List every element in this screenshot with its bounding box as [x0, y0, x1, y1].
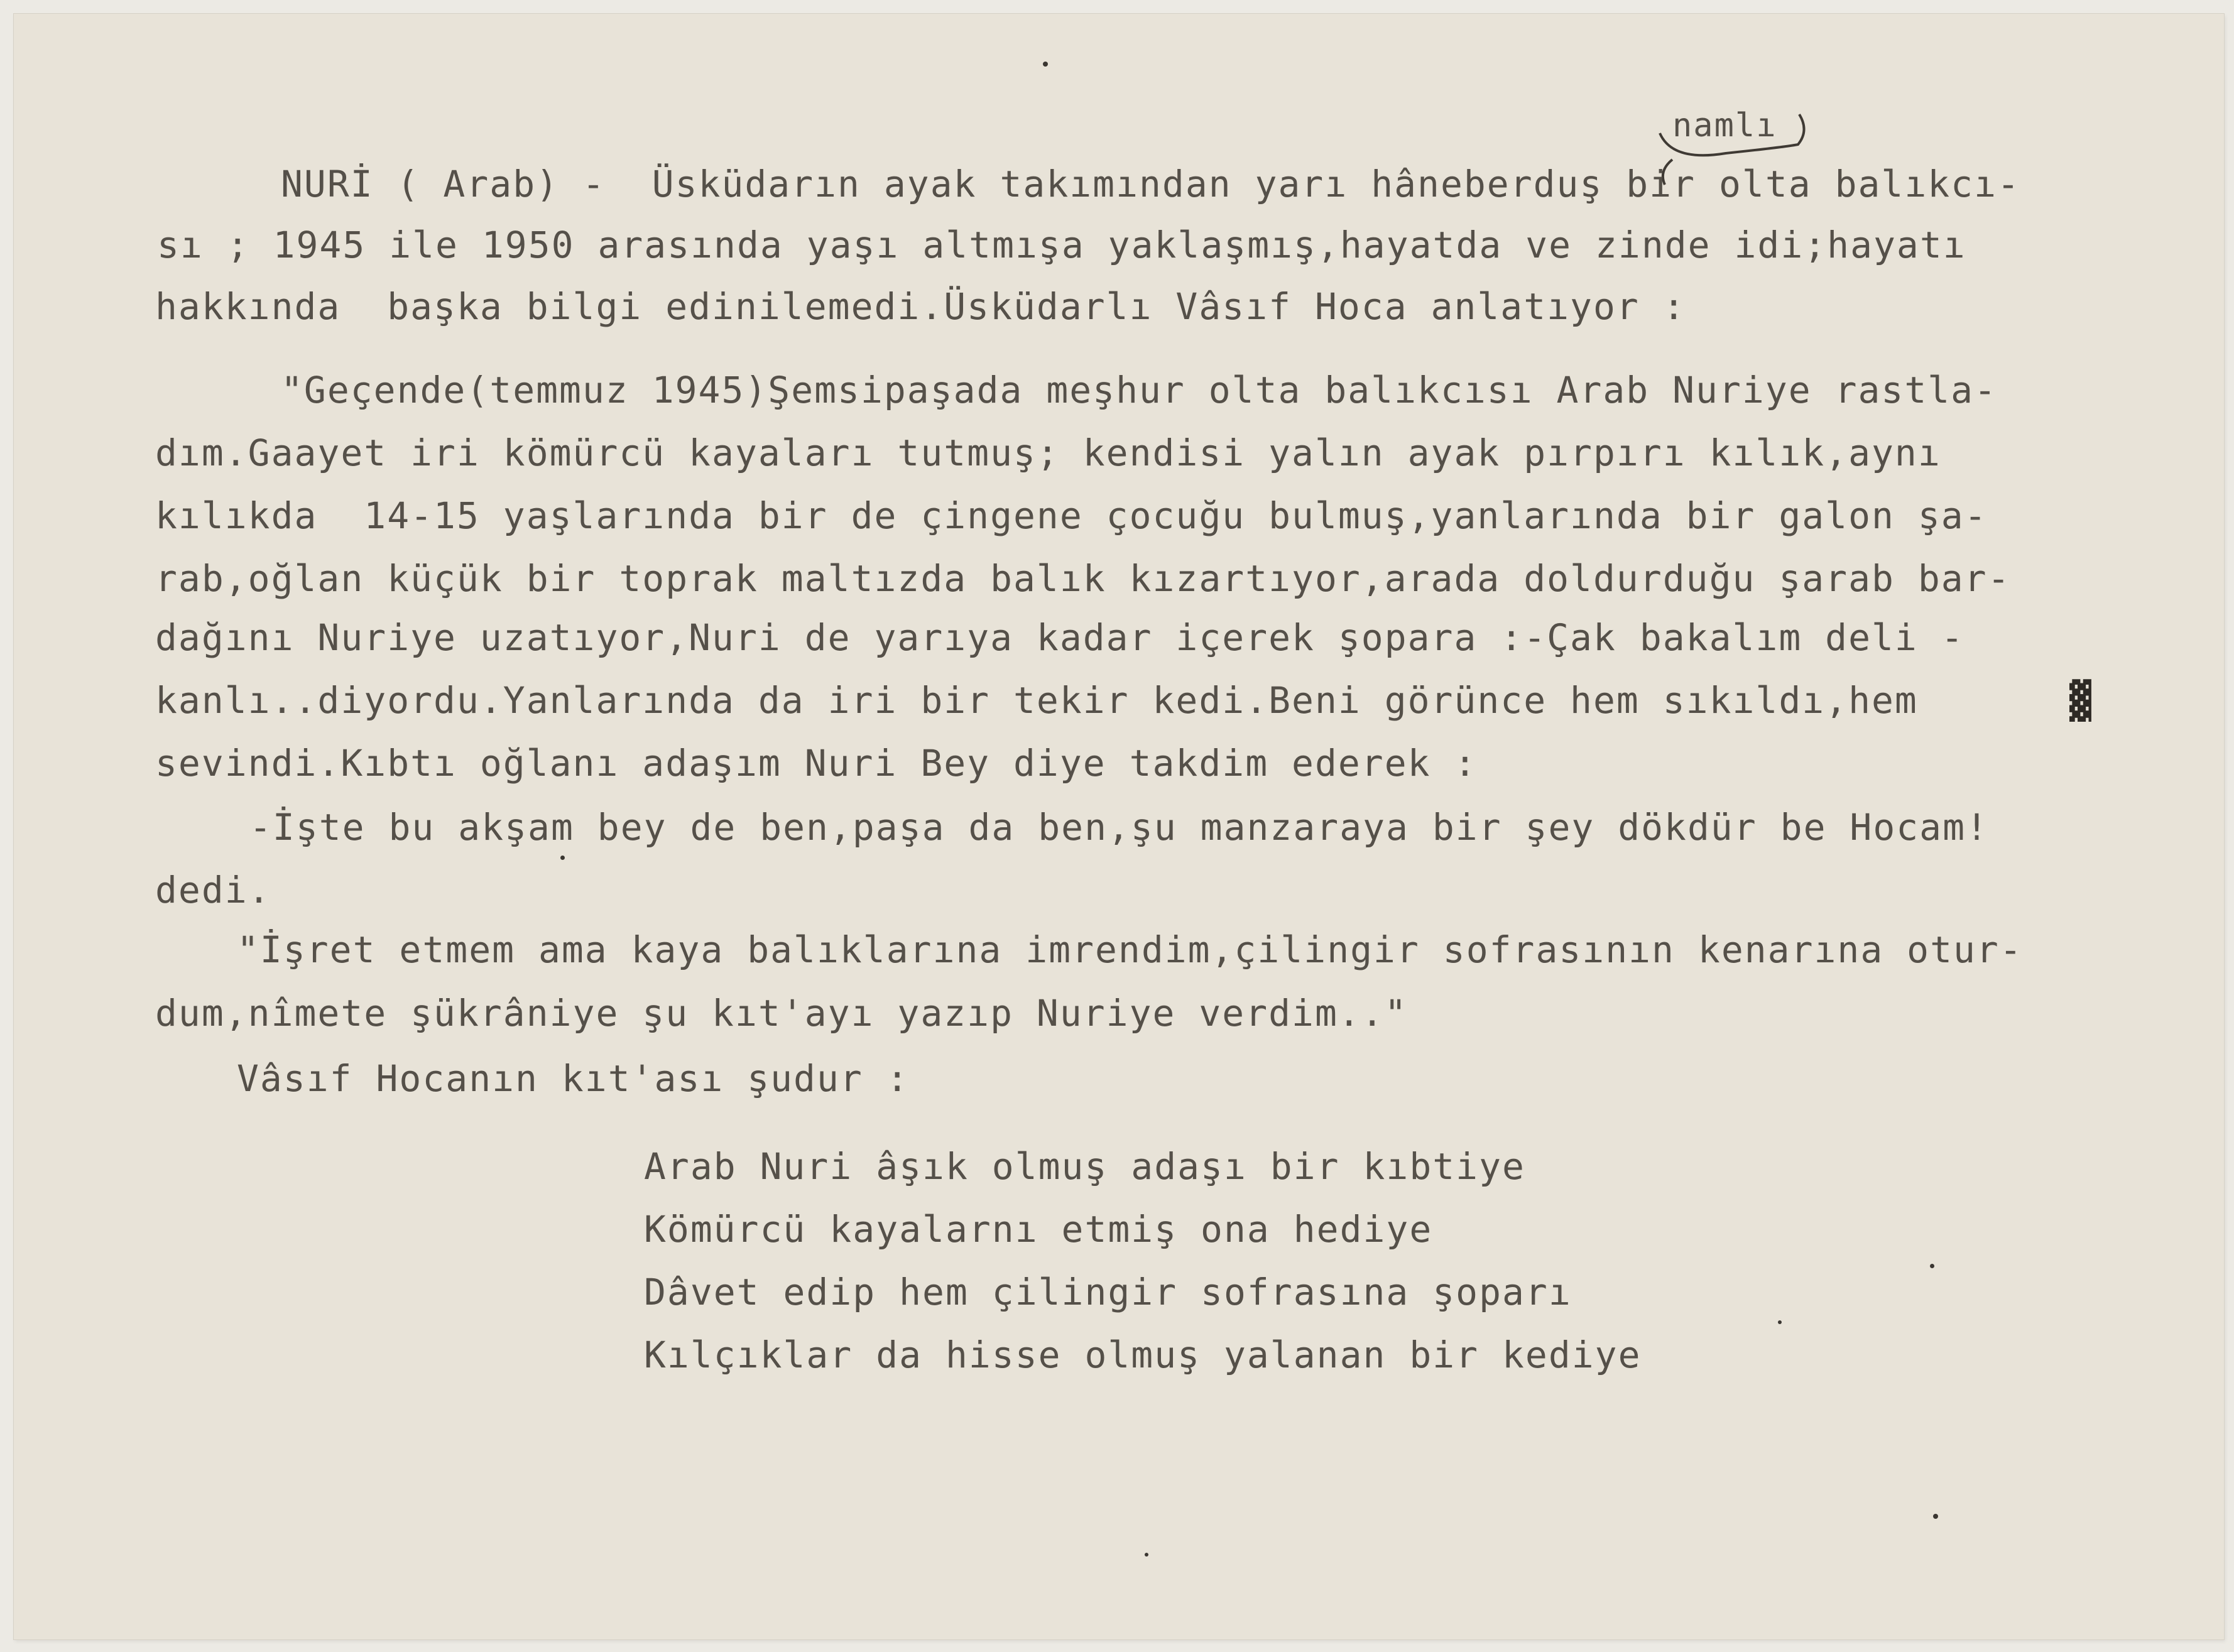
- paragraph-line-13: "İşret etmem ama kaya balıklarına imrendim,çilingir sofrasının kenarına otur-: [237, 928, 2023, 971]
- paragraph-line-14: dum,nîmete şükrâniye şu kıt'ayı yazıp Nuriye verdim..": [155, 992, 1408, 1035]
- poem-line-4: Kılçıklar da hisse olmuş yalanan bir kediye: [644, 1334, 1642, 1376]
- ink-speck: [1043, 62, 1048, 67]
- paragraph-line-6: kılıkda 14-15 yaşlarında bir de çingene çocuğu bulmuş,yanlarında bir galon şa-: [155, 494, 1988, 537]
- typewritten-page: [14, 14, 2224, 1639]
- paragraph-line-10: sevindi.Kıbtı oğlanı adaşım Nuri Bey diye takdim ederek :: [155, 742, 1478, 785]
- paragraph-line-9: kanlı..diyordu.Yanlarında da iri bir tekir kedi.Beni görünce hem sıkıldı,hem: [155, 679, 1918, 722]
- paragraph-line-12: dedi.: [155, 869, 271, 911]
- poem-line-2: Kömürcü kayalarnı etmiş ona hediye: [644, 1208, 1433, 1251]
- inserted-word-annotation: namlı: [1672, 107, 1777, 144]
- paragraph-line-11: -İşte bu akşam bey de ben,paşa da ben,şu manzaraya bir şey dökdür be Hocam!: [249, 806, 1989, 849]
- poem-line-1: Arab Nuri âşık olmuş adaşı bir kıbtiye: [644, 1145, 1525, 1188]
- paragraph-line-1: NURİ ( Arab) - Üsküdarın ayak takımından yarı hâneberduş bir olta balıkcı-: [281, 163, 2020, 205]
- ink-speck: [1145, 1553, 1148, 1557]
- paragraph-line-4: "Geçende(temmuz 1945)Şemsipaşada meşhur olta balıkcısı Arab Nuriye rastla-: [281, 369, 1998, 411]
- poem-line-3: Dâvet edip hem çilingir sofrasına şoparı: [644, 1271, 1572, 1313]
- paragraph-line-5: dım.Gaayet iri kömürcü kayaları tutmuş; kendisi yalın ayak pırpırı kılık,aynı: [155, 432, 1941, 474]
- paragraph-line-7: rab,oğlan küçük bir toprak maltızda balık kızartıyor,arada doldurduğu şarab bar-: [155, 557, 2011, 600]
- ink-speck: [1930, 1264, 1934, 1268]
- ink-speck: [560, 856, 565, 860]
- ink-speck: [1933, 1514, 1938, 1519]
- ink-speck: [1778, 1320, 1782, 1324]
- struck-over-typing: ▓: [2069, 679, 2093, 722]
- paragraph-line-3: hakkında başka bilgi edinilemedi.Üsküdarlı Vâsıf Hoca anlatıyor :: [155, 285, 1686, 328]
- paragraph-line-15: Vâsıf Hocanın kıt'ası şudur :: [237, 1057, 910, 1100]
- paragraph-line-2: sı ; 1945 ile 1950 arasında yaşı altmışa yaklaşmış,hayatda ve zinde idi;hayatı: [157, 224, 1966, 266]
- paragraph-line-8: dağını Nuriye uzatıyor,Nuri de yarıya kadar içerek şopara :-Çak bakalım deli -: [155, 616, 1964, 659]
